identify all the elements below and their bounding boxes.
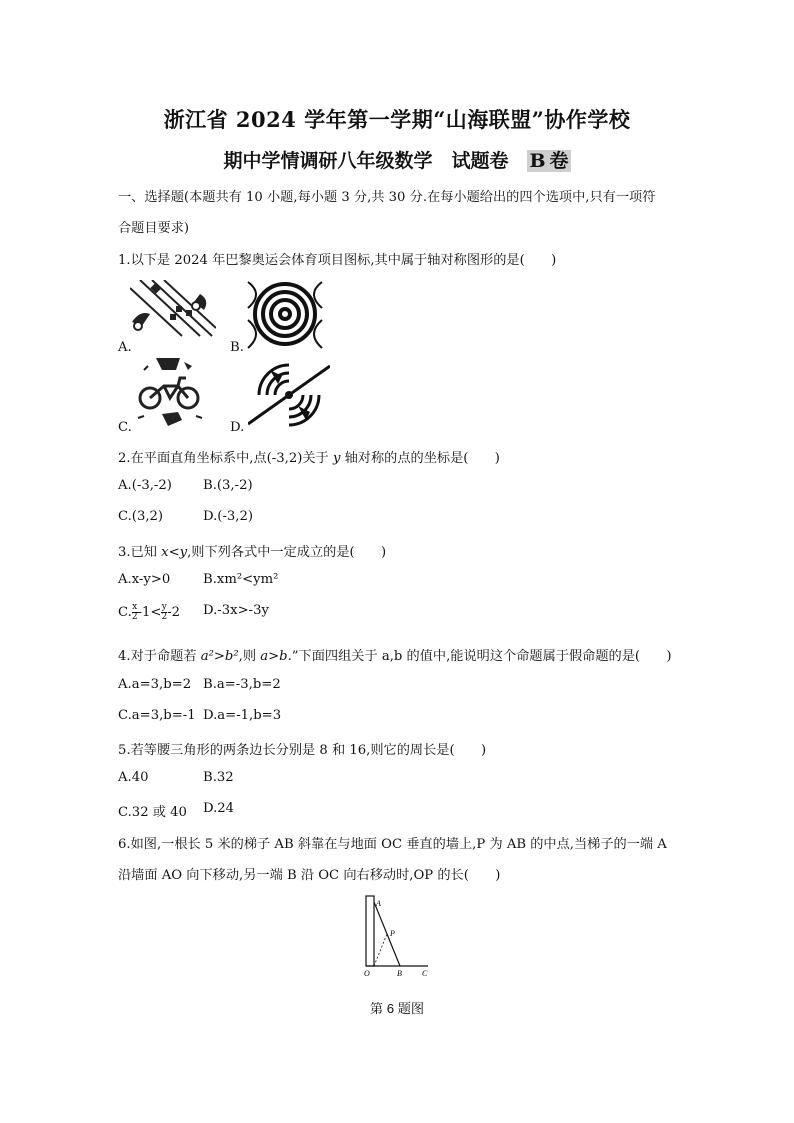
exam-title-line2: [0, 146, 794, 173]
q3-option-c-prefix: C.: [118, 605, 132, 620]
q4-stem-post: ”下面四组关于 a,b 的值中,能说明这个命题属于假命题的是( ): [291, 649, 672, 664]
q1-stem: 1.以下是 2024 年巴黎奥运会体育项目图标,其中属于轴对称图形的是( ): [118, 253, 557, 268]
q5-stem: 5.若等腰三角形的两条边长分别是 8 和 16,则它的周长是( ): [118, 743, 487, 758]
section-intro-line1: 一、选择题(本题共有 10 小题,每小题 3 分,共 30 分.在每小题给出的四个选项中,只有一项符: [118, 190, 656, 205]
q4-stem-mid: ,则: [238, 649, 261, 664]
q6-figure-caption: 第 6 题图: [369, 1001, 425, 1016]
label-p: P: [390, 929, 395, 938]
q4-conclusion: a>b.: [260, 649, 292, 664]
paper-version-b: B: [529, 150, 546, 172]
q4-option-c[interactable]: C.a=3,b=-1: [118, 708, 196, 723]
label-a: A: [376, 899, 381, 908]
section-intro-line2: 合题目要求): [118, 221, 190, 236]
q2-option-c[interactable]: C.(3,2): [118, 509, 164, 524]
q3-option-c-mid: -1<: [137, 605, 162, 620]
q6-stem-line1: 6.如图,一根长 5 米的梯子 AB 斜靠在与地面 OC 垂直的墙上,P 为 AB 的中点,当梯子的一端 A: [118, 837, 667, 852]
surfing-icon: [248, 360, 330, 430]
paper-version-juan: 卷: [549, 150, 569, 172]
label-o: O: [364, 969, 370, 978]
q4-option-a[interactable]: A.a=3,b=2: [118, 677, 192, 692]
q2-stem-var: y: [332, 451, 341, 466]
q4-stem: [118, 645, 672, 664]
label-c: C: [422, 969, 428, 978]
archery-target-icon: [242, 274, 328, 354]
q2-option-d[interactable]: D.(-3,2): [203, 509, 254, 524]
q5-option-c[interactable]: C.32 或 40: [118, 805, 187, 820]
exam-subtitle: 期中学情调研八年级数学 试题卷: [223, 150, 528, 172]
q1-option-c-label: C.: [118, 420, 132, 435]
q3-option-a[interactable]: A.x-y>0: [118, 572, 171, 587]
q3-option-c[interactable]: [118, 603, 180, 622]
q5-option-d[interactable]: D.24: [203, 801, 235, 816]
q2-option-a[interactable]: A.(-3,-2): [118, 478, 172, 493]
q3-stem: [118, 541, 386, 560]
fraction-y-over-2: $\frac{y}{2}$: [161, 602, 168, 622]
q3-stem-text-end: ,则下列各式中一定成立的是( ): [187, 545, 387, 560]
q5-option-a[interactable]: A.40: [118, 770, 149, 785]
q2-stem-text: 2.在平面直角坐标系中,点(-3,2)关于: [118, 451, 333, 466]
exam-title-line1: 浙江省 2024 学年第一学期“山海联盟”协作学校: [163, 107, 631, 132]
label-b: B: [397, 969, 402, 978]
q4-stem-pre: 4.对于命题若: [118, 649, 201, 664]
q6-stem-line2: 沿墙面 AO 向下移动,另一端 B 沿 OC 向右移动时,OP 的长( ): [118, 868, 501, 883]
fraction-x-over-2: $\frac{x}{2}$: [131, 602, 138, 622]
q2-stem-text-end: 轴对称的点的坐标是( ): [340, 451, 500, 466]
q4-option-b[interactable]: B.a=-3,b=2: [203, 677, 281, 692]
q2-option-b[interactable]: B.(3,-2): [203, 478, 253, 493]
q4-condition: a²>b²: [200, 649, 239, 664]
badminton-icon: [130, 280, 216, 338]
q2-stem: [118, 447, 500, 466]
q3-option-d[interactable]: D.-3x>-3y: [203, 603, 269, 618]
q1-option-a-label: A.: [118, 340, 132, 355]
q1-option-d-label: D.: [230, 420, 245, 435]
q4-option-d[interactable]: D.a=-1,b=3: [203, 708, 282, 723]
q3-stem-text: 3.已知: [118, 545, 162, 560]
q3-stem-var: x<y: [161, 545, 188, 560]
q3-option-b[interactable]: B.xm²<ym²: [203, 572, 279, 587]
q1-option-b-label: B.: [230, 340, 244, 355]
q5-option-b[interactable]: B.32: [203, 770, 234, 785]
bmx-bike-icon: [134, 356, 206, 430]
q3-option-c-suffix: -2: [167, 605, 181, 620]
ladder-diagram: [356, 894, 436, 978]
